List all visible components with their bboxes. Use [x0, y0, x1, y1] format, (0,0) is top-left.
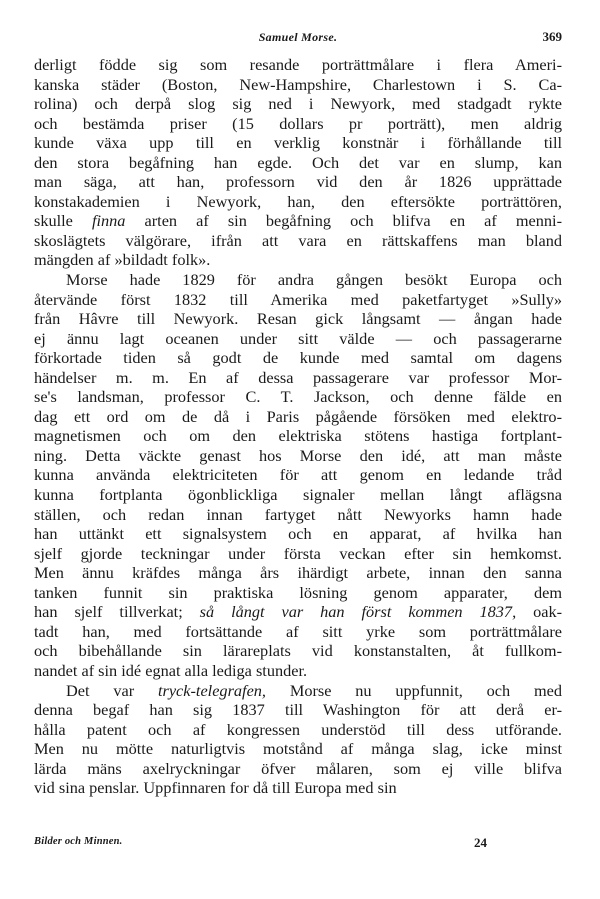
italic-phrase: så långt var han först kommen 1837, — [199, 602, 517, 622]
text-line: händelser m. m. En af dessa passagerare var professor Mor- — [34, 367, 562, 387]
text-line: han uttänkt ett signalsystem och en apparat, af hvilka han — [34, 524, 562, 544]
text-line: tanken funnit sin praktiska lösning genom apparater, dem — [34, 582, 562, 602]
text-line: nandet af sin idé egnat alla lediga stunder. — [34, 660, 308, 680]
text-line: se's landsman, professor C. T. Jackson, och denne fälde en — [34, 387, 562, 407]
italic-phrase: finna — [91, 211, 126, 231]
text-line: Det var tryck-telegrafen, Morse nu uppfunnit, och med — [66, 680, 562, 700]
text-line: Men nu mötte naturligtvis motstånd af många slag, icke minst — [34, 739, 562, 759]
text-line: magnetismen och om den elektriska stötens hastiga fortplant- — [34, 426, 562, 446]
text-line: konstakademien i Newyork, han, den eftersökte porträttören, — [34, 191, 562, 211]
body-text — [34, 55, 562, 798]
text-line: dag ett ord om de då i Paris pågående försöken med elektro- — [34, 406, 562, 426]
text-line: hålla patent och af kongressen understöd till dess utförande. — [34, 719, 562, 739]
text-line: ej ännu lagt oceanen under sitt välde — och passagerarne — [34, 328, 562, 348]
page-footer — [34, 836, 562, 852]
running-title: Samuel Morse. — [258, 30, 338, 44]
text-line: Morse hade 1829 för andra gången besökt Europa och — [66, 270, 562, 290]
text-line: derligt födde sig som resande porträttmålare i flera Ameri- — [34, 55, 562, 74]
running-header — [34, 30, 562, 50]
text-line: och bestämda priser (15 dollars pr porträtt), men aldrig — [34, 113, 562, 133]
book-page — [30, 0, 570, 899]
italic-phrase: tryck-telegrafen, — [157, 680, 267, 700]
text-line: den stora begåfning han egde. Och det var en slump, kan — [34, 152, 562, 172]
book-signature: Bilder och Minnen. — [34, 836, 123, 847]
text-line: denna begaf han sig 1837 till Washington för att derå er- — [34, 700, 562, 720]
text-line: sjelf gjorde teckningar under första veckan efter sin hemkomst. — [34, 543, 562, 563]
text-line: ställen, och redan innan fartyget nått Newyorks hamn hade — [34, 504, 562, 524]
text-line: kunde växa upp till en verklig konstnär i förhållande till — [34, 133, 562, 153]
text-line: lärda mäns axelryckningar öfver målaren, som ej ville blifva — [34, 758, 562, 778]
text-line: skoslägtets välgörare, ifrån att vara en rättskaffens man bland — [34, 230, 562, 250]
text-line: ning. Detta väckte genast hos Morse den idé, att man måste — [34, 445, 562, 465]
text-line: och bibehållande sin lärareplats vid konstanstalten, åt fullkom- — [34, 641, 562, 661]
text-line: Men ännu kräfdes många års ihärdigt arbete, innan den sanna — [34, 563, 562, 583]
text-line: mängden af »bildadt folk». — [34, 250, 211, 270]
page-number: 369 — [542, 29, 562, 44]
signature-mark: 24 — [474, 835, 487, 850]
text-line: kunna fortplanta ögonblickliga signaler mellan långt aflägsna — [34, 485, 562, 505]
text-line: förkortade tiden så godt de kunde med samtal om dagens — [34, 348, 562, 368]
text-line: han sjelf tillverkat; så långt var han först kommen 1837, oak- — [34, 602, 563, 622]
text-line: tadt han, med fortsättande af sitt yrke som porträttmålare — [34, 621, 562, 641]
text-line: man säga, att han, professorn vid den år 1826 upprättade — [34, 172, 562, 192]
text-line: kanska städer (Boston, New-Hampshire, Charlestown i S. Ca- — [34, 74, 562, 94]
text-line: från Hâvre till Newyork. Resan gick långsamt — ångan hade — [34, 309, 562, 329]
text-line: vid sina penslar. Uppfinnaren for då till Europa med sin — [34, 778, 397, 798]
text-line: rolina) och derpå slog sig ned i Newyork, med stadgadt rykte — [34, 94, 562, 114]
text-line: återvände först 1832 till Amerika med paketfartyget »Sully» — [34, 289, 562, 309]
text-line: skulle finna arten af sin begåfning och blifva en af menni- — [34, 211, 562, 231]
text-line: kunna använda elektriciteten för att genom en ledande tråd — [34, 465, 562, 485]
